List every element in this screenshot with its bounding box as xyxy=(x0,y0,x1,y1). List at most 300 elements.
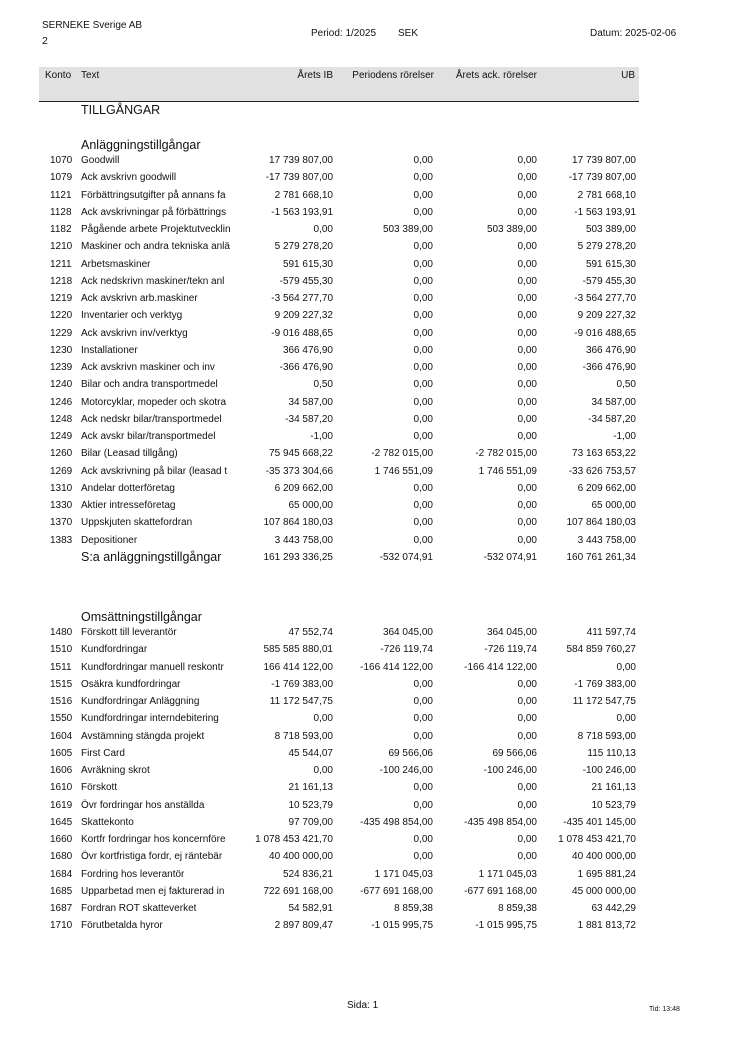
ub-value: -100 246,00 xyxy=(582,765,636,776)
table-row xyxy=(0,256,746,273)
arets-ack-value: -100 246,00 xyxy=(483,765,537,776)
periodens-rorelser-value: 0,00 xyxy=(413,679,433,690)
arets-ib-value: -579 455,30 xyxy=(279,276,333,287)
arets-ack-value: 1 746 551,09 xyxy=(478,466,537,477)
periodens-rorelser-value: 0,00 xyxy=(413,241,433,252)
ub-value: 107 864 180,03 xyxy=(566,517,636,528)
table-row xyxy=(0,411,746,428)
account-text: Kundfordringar manuell reskontr xyxy=(81,662,224,673)
table-row xyxy=(0,204,746,221)
page-number: 2 xyxy=(42,35,48,47)
periodens-rorelser-value: 0,00 xyxy=(413,834,433,845)
arets-ack-value: 0,00 xyxy=(517,414,537,425)
arets-ib-value: -34 587,20 xyxy=(285,414,333,425)
arets-ib-value: 591 615,30 xyxy=(282,259,333,270)
arets-ib-value: 21 161,13 xyxy=(288,782,333,793)
arets-ib-value: 11 172 547,75 xyxy=(269,696,333,707)
arets-ack-value: -435 498 854,00 xyxy=(464,817,537,828)
account-number: 1248 xyxy=(50,414,73,425)
account-text: Ack avskr bilar/transportmedel xyxy=(81,431,216,442)
arets-ib-value: -1,00 xyxy=(310,431,333,442)
account-number: 1239 xyxy=(50,362,73,373)
arets-ack-value: 0,00 xyxy=(517,241,537,252)
periodens-rorelser-value: 0,00 xyxy=(413,851,433,862)
account-number: 1619 xyxy=(50,800,73,811)
arets-ib-value: 10 523,79 xyxy=(288,800,333,811)
account-text: Aktier intresseföretag xyxy=(81,500,176,511)
table-row xyxy=(0,394,746,411)
account-number: 1121 xyxy=(50,190,72,201)
arets-ib-value: 107 864 180,03 xyxy=(263,517,333,528)
arets-ib-value: 585 585 880,01 xyxy=(263,644,333,655)
ub-value: -17 739 807,00 xyxy=(568,172,636,183)
periodens-rorelser-value: 8 859,38 xyxy=(394,903,433,914)
arets-ack-value: -677 691 168,00 xyxy=(464,886,537,897)
periodens-rorelser-value: 0,00 xyxy=(413,782,433,793)
arets-ib-value: 524 836,21 xyxy=(282,869,333,880)
table-row xyxy=(0,659,746,676)
account-number: 1240 xyxy=(50,379,73,390)
account-number: 1218 xyxy=(50,276,73,287)
arets-ack-value: 69 566,06 xyxy=(492,748,537,759)
arets-ack-value: 0,00 xyxy=(517,276,537,287)
arets-ib-value: 75 945 668,22 xyxy=(269,448,333,459)
table-row xyxy=(0,676,746,693)
account-text: Förskott till leverantör xyxy=(81,627,177,638)
arets-ack-value: 0,00 xyxy=(517,713,537,724)
ub-value: -1 563 193,91 xyxy=(574,207,636,218)
ub-value: -34 587,20 xyxy=(588,414,636,425)
account-number: 1510 xyxy=(50,644,73,655)
ub-value: -9 016 488,65 xyxy=(574,328,636,339)
sum-arets-ib: 161 293 336,25 xyxy=(263,552,333,563)
account-text: Fordring hos leverantör xyxy=(81,869,185,880)
table-row xyxy=(0,445,746,462)
ub-value: 45 000 000,00 xyxy=(572,886,636,897)
arets-ack-value: 8 859,38 xyxy=(498,903,537,914)
account-number: 1079 xyxy=(50,172,73,183)
arets-ib-value: -366 476,90 xyxy=(279,362,333,373)
column-header-ub: UB xyxy=(621,70,635,81)
group-sum-row xyxy=(0,549,746,566)
table-row xyxy=(0,624,746,641)
ub-value: 9 209 227,32 xyxy=(577,310,636,321)
arets-ack-value: 0,00 xyxy=(517,851,537,862)
periodens-rorelser-value: 0,00 xyxy=(413,155,433,166)
table-row xyxy=(0,169,746,186)
table-row xyxy=(0,238,746,255)
group-title-text: Anläggningstillgångar xyxy=(81,138,201,152)
arets-ack-value: -1 015 995,75 xyxy=(475,920,537,931)
ub-value: 21 161,13 xyxy=(591,782,636,793)
periodens-rorelser-value: -100 246,00 xyxy=(379,765,433,776)
account-text: Kortfr fordringar hos koncernföre xyxy=(81,834,226,845)
periodens-rorelser-value: 0,00 xyxy=(413,500,433,511)
periodens-rorelser-value: -166 414 122,00 xyxy=(360,662,433,673)
ub-value: 11 172 547,75 xyxy=(572,696,636,707)
arets-ib-value: 47 552,74 xyxy=(288,627,333,638)
ub-value: -435 401 145,00 xyxy=(563,817,636,828)
account-text: Motorcyklar, mopeder och skotra xyxy=(81,397,227,408)
arets-ib-value: -9 016 488,65 xyxy=(271,328,333,339)
column-header-periodens-rorelser: Periodens rörelser xyxy=(352,70,434,81)
arets-ack-value: 0,00 xyxy=(517,293,537,304)
periodens-rorelser-value: -2 782 015,00 xyxy=(371,448,433,459)
account-number: 1550 xyxy=(50,713,73,724)
arets-ib-value: -35 373 304,66 xyxy=(265,466,333,477)
arets-ib-value: 0,00 xyxy=(313,713,333,724)
table-row xyxy=(0,532,746,549)
table-row xyxy=(0,359,746,376)
ub-value: 1 695 881,24 xyxy=(577,869,636,880)
account-number: 1685 xyxy=(50,886,73,897)
ub-value: -1,00 xyxy=(613,431,636,442)
account-number: 1229 xyxy=(50,328,73,339)
account-number: 1660 xyxy=(50,834,73,845)
table-row xyxy=(0,814,746,831)
periodens-rorelser-value: 0,00 xyxy=(413,276,433,287)
periodens-rorelser-value: 0,00 xyxy=(413,172,433,183)
sum-periodens-rorelser: -532 074,91 xyxy=(379,552,433,563)
sum-ub: 160 761 261,34 xyxy=(566,552,636,563)
ub-value: -579 455,30 xyxy=(582,276,636,287)
arets-ack-value: 364 045,00 xyxy=(486,627,537,638)
currency-label: SEK xyxy=(398,28,419,39)
ub-value: 63 442,29 xyxy=(591,903,636,914)
report-date: Datum: 2025-02-06 xyxy=(590,28,677,39)
table-row xyxy=(0,325,746,342)
arets-ack-value: 0,00 xyxy=(517,679,537,690)
periodens-rorelser-value: 0,00 xyxy=(413,397,433,408)
ub-value: 6 209 662,00 xyxy=(577,483,636,494)
account-text: Ack avskrivning på bilar (leasad t xyxy=(81,466,228,477)
table-row xyxy=(0,221,746,238)
arets-ib-value: 0,00 xyxy=(313,765,333,776)
ub-value: 411 597,74 xyxy=(586,627,636,638)
ub-value: 591 615,30 xyxy=(585,259,636,270)
account-text: Osäkra kundfordringar xyxy=(81,679,181,690)
account-number: 1230 xyxy=(50,345,73,356)
table-row xyxy=(0,307,746,324)
arets-ib-value: 9 209 227,32 xyxy=(274,310,333,321)
periodens-rorelser-value: 503 389,00 xyxy=(382,224,433,235)
account-text: Ack nedskrivn maskiner/tekn anl xyxy=(81,276,225,287)
table-row xyxy=(0,480,746,497)
ub-value: 1 881 813,72 xyxy=(577,920,636,931)
group-title-text: Omsättningstillgångar xyxy=(81,610,202,624)
arets-ack-value: -726 119,74 xyxy=(484,644,537,655)
ub-value: 65 000,00 xyxy=(591,500,636,511)
ub-value: 0,00 xyxy=(616,662,636,673)
table-row xyxy=(0,848,746,865)
sum-arets-ack: -532 074,91 xyxy=(483,552,537,563)
ub-value: -33 626 753,57 xyxy=(568,466,636,477)
ub-value: 0,00 xyxy=(616,713,636,724)
table-row xyxy=(0,762,746,779)
account-text: Depositioner xyxy=(81,535,138,546)
arets-ack-value: 0,00 xyxy=(517,172,537,183)
column-header-bar xyxy=(39,67,639,102)
account-number: 1710 xyxy=(50,920,73,931)
ub-value: -366 476,90 xyxy=(582,362,636,373)
arets-ib-value: 366 476,90 xyxy=(282,345,333,356)
arets-ib-value: 8 718 593,00 xyxy=(274,731,333,742)
table-row xyxy=(0,779,746,796)
account-number: 1515 xyxy=(50,679,73,690)
account-number: 1220 xyxy=(50,310,73,321)
ub-value: 5 279 278,20 xyxy=(577,241,636,252)
account-text: Ack avskrivningar på förbättrings xyxy=(81,207,227,218)
ub-value: -1 769 383,00 xyxy=(574,679,636,690)
account-text: Arbetsmaskiner xyxy=(81,259,151,270)
arets-ib-value: 45 544,07 xyxy=(288,748,333,759)
arets-ack-value: 1 171 045,03 xyxy=(478,869,537,880)
section-title xyxy=(0,102,746,119)
table-row xyxy=(0,917,746,934)
periodens-rorelser-value: 0,00 xyxy=(413,696,433,707)
periodens-rorelser-value: -435 498 854,00 xyxy=(360,817,433,828)
periodens-rorelser-value: 0,00 xyxy=(413,310,433,321)
periodens-rorelser-value: 0,00 xyxy=(413,713,433,724)
ub-value: 8 718 593,00 xyxy=(577,731,636,742)
account-number: 1210 xyxy=(50,241,73,252)
account-text: Avstämning stängda projekt xyxy=(81,731,205,742)
account-text: First Card xyxy=(81,748,125,759)
table-row xyxy=(0,728,746,745)
account-text: Skattekonto xyxy=(81,817,134,828)
arets-ib-value: 65 000,00 xyxy=(288,500,333,511)
table-row xyxy=(0,866,746,883)
account-number: 1182 xyxy=(50,224,72,235)
periodens-rorelser-value: 0,00 xyxy=(413,414,433,425)
periodens-rorelser-value: -1 015 995,75 xyxy=(371,920,433,931)
table-row xyxy=(0,693,746,710)
periodens-rorelser-value: 69 566,06 xyxy=(388,748,433,759)
arets-ib-value: -3 564 277,70 xyxy=(271,293,333,304)
account-text: Andelar dotterföretag xyxy=(81,483,175,494)
account-text: Kundfordringar Anläggning xyxy=(81,696,200,707)
table-row xyxy=(0,273,746,290)
account-text: Installationer xyxy=(81,345,138,356)
account-number: 1211 xyxy=(50,259,72,270)
table-row xyxy=(0,710,746,727)
ub-value: 17 739 807,00 xyxy=(572,155,636,166)
account-number: 1269 xyxy=(50,466,73,477)
ub-value: 1 078 453 421,70 xyxy=(558,834,636,845)
arets-ib-value: 0,50 xyxy=(313,379,333,390)
account-text: Kundfordringar interndebitering xyxy=(81,713,219,724)
account-text: Förutbetalda hyror xyxy=(81,920,163,931)
ub-value: 115 110,13 xyxy=(587,748,636,759)
arets-ack-value: 0,00 xyxy=(517,155,537,166)
arets-ack-value: 0,00 xyxy=(517,310,537,321)
column-header-text: Text xyxy=(81,70,100,81)
arets-ib-value: -17 739 807,00 xyxy=(265,172,333,183)
arets-ack-value: 0,00 xyxy=(517,782,537,793)
account-text: Ack avskrivn maskiner och inv xyxy=(81,362,215,373)
company-name: SERNEKE Sverige AB xyxy=(42,20,143,31)
table-row xyxy=(0,797,746,814)
account-number: 1687 xyxy=(50,903,73,914)
account-text: Ack avskrivn goodwill xyxy=(81,172,177,183)
ub-value: 34 587,00 xyxy=(591,397,636,408)
ub-value: 40 400 000,00 xyxy=(572,851,636,862)
arets-ib-value: 166 414 122,00 xyxy=(263,662,333,673)
account-number: 1128 xyxy=(50,207,72,218)
account-number: 1606 xyxy=(50,765,73,776)
account-number: 1249 xyxy=(50,431,73,442)
account-number: 1310 xyxy=(50,483,73,494)
periodens-rorelser-value: 0,00 xyxy=(413,431,433,442)
arets-ack-value: 0,00 xyxy=(517,190,537,201)
periodens-rorelser-value: 0,00 xyxy=(413,517,433,528)
arets-ack-value: 0,00 xyxy=(517,483,537,494)
arets-ib-value: 17 739 807,00 xyxy=(269,155,333,166)
account-text: Avräkning skrot xyxy=(81,765,150,776)
account-text: Pågående arbete Projektutvecklin xyxy=(81,224,231,235)
periodens-rorelser-value: -677 691 168,00 xyxy=(360,886,433,897)
account-number: 1680 xyxy=(50,851,73,862)
periodens-rorelser-value: 1 171 045,03 xyxy=(374,869,433,880)
account-number: 1383 xyxy=(50,535,73,546)
arets-ack-value: -2 782 015,00 xyxy=(475,448,537,459)
arets-ib-value: 54 582,91 xyxy=(288,903,333,914)
arets-ib-value: 6 209 662,00 xyxy=(274,483,333,494)
periodens-rorelser-value: 0,00 xyxy=(413,207,433,218)
arets-ib-value: 5 279 278,20 xyxy=(274,241,333,252)
periodens-rorelser-value: 0,00 xyxy=(413,535,433,546)
account-number: 1260 xyxy=(50,448,73,459)
account-text: Fordran ROT skatteverket xyxy=(81,903,197,914)
period-label: Period: 1/2025 xyxy=(311,28,377,39)
ub-value: 584 859 760,27 xyxy=(566,644,636,655)
account-text: Bilar (Leasad tillgång) xyxy=(81,448,178,459)
table-row xyxy=(0,187,746,204)
arets-ib-value: 2 897 809,47 xyxy=(274,920,333,931)
ub-value: 503 389,00 xyxy=(585,224,636,235)
account-text: Förbättringsutgifter på annans fa xyxy=(81,190,226,201)
arets-ib-value: 1 078 453 421,70 xyxy=(255,834,333,845)
arets-ib-value: -1 769 383,00 xyxy=(271,679,333,690)
table-row xyxy=(0,152,746,169)
account-text: Bilar och andra transportmedel xyxy=(81,379,218,390)
account-text: Kundfordringar xyxy=(81,644,148,655)
arets-ib-value: -1 563 193,91 xyxy=(271,207,333,218)
account-number: 1219 xyxy=(50,293,73,304)
arets-ack-value: 0,00 xyxy=(517,731,537,742)
account-text: Inventarier och verktyg xyxy=(81,310,183,321)
arets-ack-value: -166 414 122,00 xyxy=(464,662,537,673)
periodens-rorelser-value: 0,00 xyxy=(413,483,433,494)
table-row xyxy=(0,831,746,848)
account-text: Ack nedskr bilar/transportmedel xyxy=(81,414,222,425)
account-number: 1684 xyxy=(50,869,73,880)
periodens-rorelser-value: 1 746 551,09 xyxy=(374,466,433,477)
account-text: Ack avskrivn inv/verktyg xyxy=(81,328,188,339)
table-row xyxy=(0,745,746,762)
footer-time: Tid: 13:48 xyxy=(649,1006,680,1013)
account-text: Övr fordringar hos anställda xyxy=(81,800,205,811)
table-row xyxy=(0,900,746,917)
arets-ib-value: 722 691 168,00 xyxy=(263,886,333,897)
table-row xyxy=(0,497,746,514)
arets-ack-value: 0,00 xyxy=(517,431,537,442)
arets-ack-value: 503 389,00 xyxy=(486,224,537,235)
arets-ack-value: 0,00 xyxy=(517,259,537,270)
table-row xyxy=(0,342,746,359)
periodens-rorelser-value: 0,00 xyxy=(413,800,433,811)
periodens-rorelser-value: 0,00 xyxy=(413,345,433,356)
ub-value: 366 476,90 xyxy=(585,345,636,356)
table-row xyxy=(0,376,746,393)
table-row xyxy=(0,514,746,531)
arets-ib-value: 40 400 000,00 xyxy=(269,851,333,862)
column-header-arets-ack-rorelser: Årets ack. rörelser xyxy=(455,70,537,81)
account-text: Ack avskrivn arb.maskiner xyxy=(81,293,198,304)
column-header-arets-ib: Årets IB xyxy=(297,70,333,81)
account-text: Förskott xyxy=(81,782,118,793)
periodens-rorelser-value: 0,00 xyxy=(413,293,433,304)
account-number: 1610 xyxy=(50,782,73,793)
periodens-rorelser-value: 0,00 xyxy=(413,379,433,390)
table-row xyxy=(0,428,746,445)
account-number: 1246 xyxy=(50,397,73,408)
table-row xyxy=(0,641,746,658)
table-row xyxy=(0,290,746,307)
account-number: 1645 xyxy=(50,817,73,828)
account-number: 1070 xyxy=(50,155,73,166)
arets-ack-value: 0,00 xyxy=(517,500,537,511)
group-sum-label: S:a anläggningstillgångar xyxy=(81,550,222,564)
arets-ack-value: 0,00 xyxy=(517,362,537,373)
periodens-rorelser-value: 0,00 xyxy=(413,731,433,742)
arets-ack-value: 0,00 xyxy=(517,345,537,356)
periodens-rorelser-value: 364 045,00 xyxy=(382,627,433,638)
arets-ack-value: 0,00 xyxy=(517,207,537,218)
account-number: 1604 xyxy=(50,731,73,742)
periodens-rorelser-value: 0,00 xyxy=(413,259,433,270)
arets-ib-value: 0,00 xyxy=(313,224,333,235)
account-number: 1330 xyxy=(50,500,73,511)
arets-ib-value: 3 443 758,00 xyxy=(274,535,333,546)
ub-value: 10 523,79 xyxy=(591,800,636,811)
table-row xyxy=(0,463,746,480)
arets-ack-value: 0,00 xyxy=(517,834,537,845)
arets-ack-value: 0,00 xyxy=(517,800,537,811)
account-text: Maskiner och andra tekniska anlä xyxy=(81,241,230,252)
arets-ack-value: 0,00 xyxy=(517,328,537,339)
ub-value: 0,50 xyxy=(616,379,636,390)
arets-ib-value: 2 781 668,10 xyxy=(274,190,333,201)
account-number: 1480 xyxy=(50,627,73,638)
account-text: Övr kortfristiga fordr, ej räntebär xyxy=(81,851,223,862)
periodens-rorelser-value: -726 119,74 xyxy=(380,644,433,655)
arets-ib-value: 34 587,00 xyxy=(288,397,333,408)
arets-ack-value: 0,00 xyxy=(517,535,537,546)
arets-ack-value: 0,00 xyxy=(517,696,537,707)
arets-ack-value: 0,00 xyxy=(517,517,537,528)
ub-value: 73 163 653,22 xyxy=(572,448,636,459)
footer-page-number: Sida: 1 xyxy=(347,1000,379,1011)
account-text: Uppskjuten skattefordran xyxy=(81,517,193,528)
section-title-text: TILLGÅNGAR xyxy=(81,103,161,117)
arets-ib-value: 97 709,00 xyxy=(288,817,333,828)
account-text: Goodwill xyxy=(81,155,120,166)
account-number: 1516 xyxy=(50,696,73,707)
table-row xyxy=(0,883,746,900)
account-text: Upparbetad men ej fakturerad in xyxy=(81,886,225,897)
arets-ack-value: 0,00 xyxy=(517,379,537,390)
